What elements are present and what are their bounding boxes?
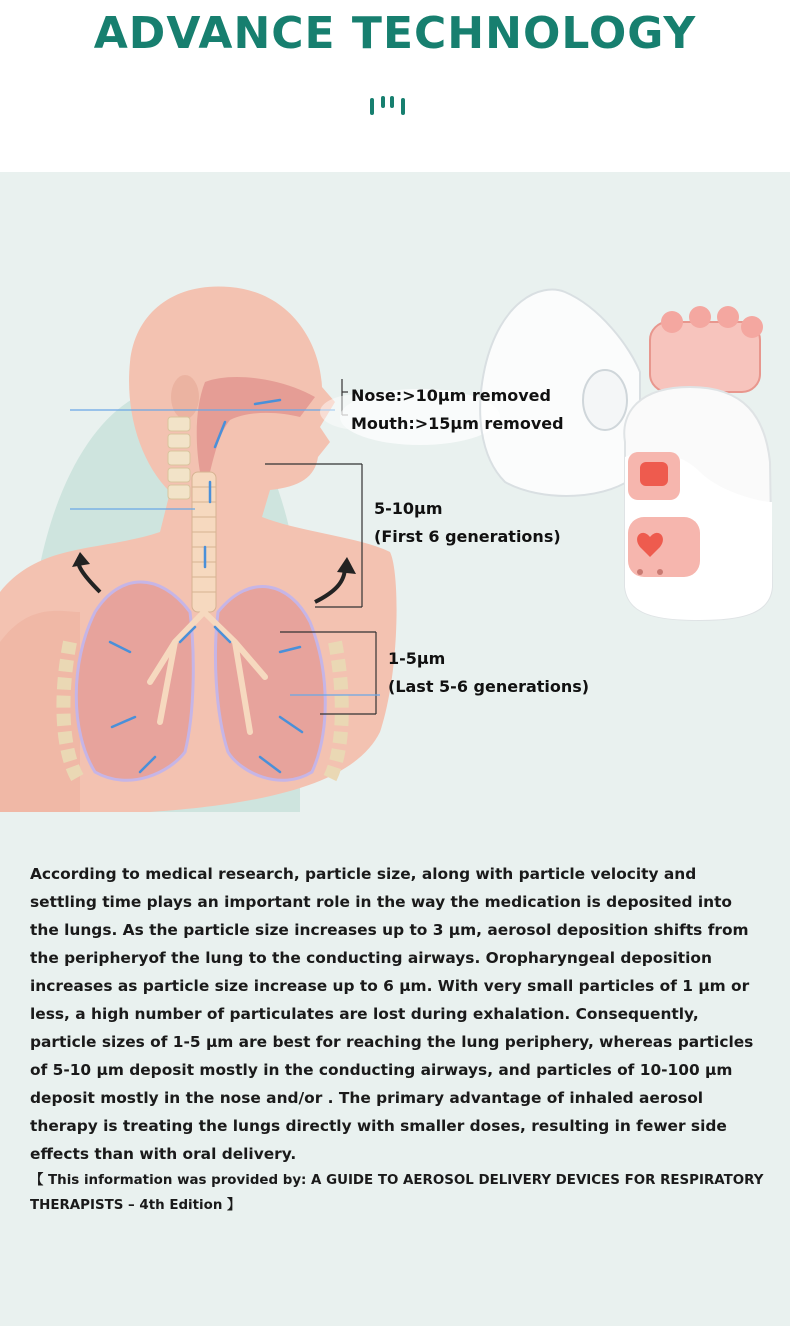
header-section bbox=[0, 0, 790, 172]
respiratory-illustration bbox=[0, 172, 790, 822]
mid-particle-note: (First 6 generations) bbox=[374, 527, 561, 546]
mid-particle-size-label: 5-10μm bbox=[374, 499, 443, 518]
page-title: ADVANCE TECHNOLOGY bbox=[93, 8, 697, 59]
small-particle-size-label: 1-5μm bbox=[388, 649, 446, 668]
small-particle-note: (Last 5-6 generations) bbox=[388, 677, 590, 696]
article-paragraph: According to medical research, particle size, along with particle velocity and settling time plays an important role in the way the medication is deposited into the lungs. As the particle size increases up to 3 μm, aerosol deposition shifts from the peripheryof the lung to the conducting airways. Oropharyngeal deposition increases as particle size increase up to 6 μm. With very small particles of 1 μm or less, a high number of particulates are lost during exhalation. Consequently, particle sizes of 1-5 μm are best for reaching the lung periphery, whereas particles of 5-10 μm deposit mostly in the conducting airways, and particles of 10-100 μm deposit mostly in the nose and/or . The primary advantage of inhaled aerosol therapy is treating the lungs directly with smaller doses, resulting in fewer side effects than with oral delivery. bbox=[30, 865, 754, 1163]
source-citation: 【 This information was provided by: A GUIDE TO AEROSOL DELIVERY DEVICES FOR RESPIRATORY THERAPISTS – 4th Edition 】 bbox=[30, 1173, 764, 1213]
nebulizer-device-illustration bbox=[480, 290, 772, 620]
mouth-filter-label: Mouth:>15μm removed bbox=[351, 414, 564, 433]
nose-filter-label: Nose:>10μm removed bbox=[351, 386, 551, 405]
divider-marks-icon bbox=[368, 95, 408, 117]
